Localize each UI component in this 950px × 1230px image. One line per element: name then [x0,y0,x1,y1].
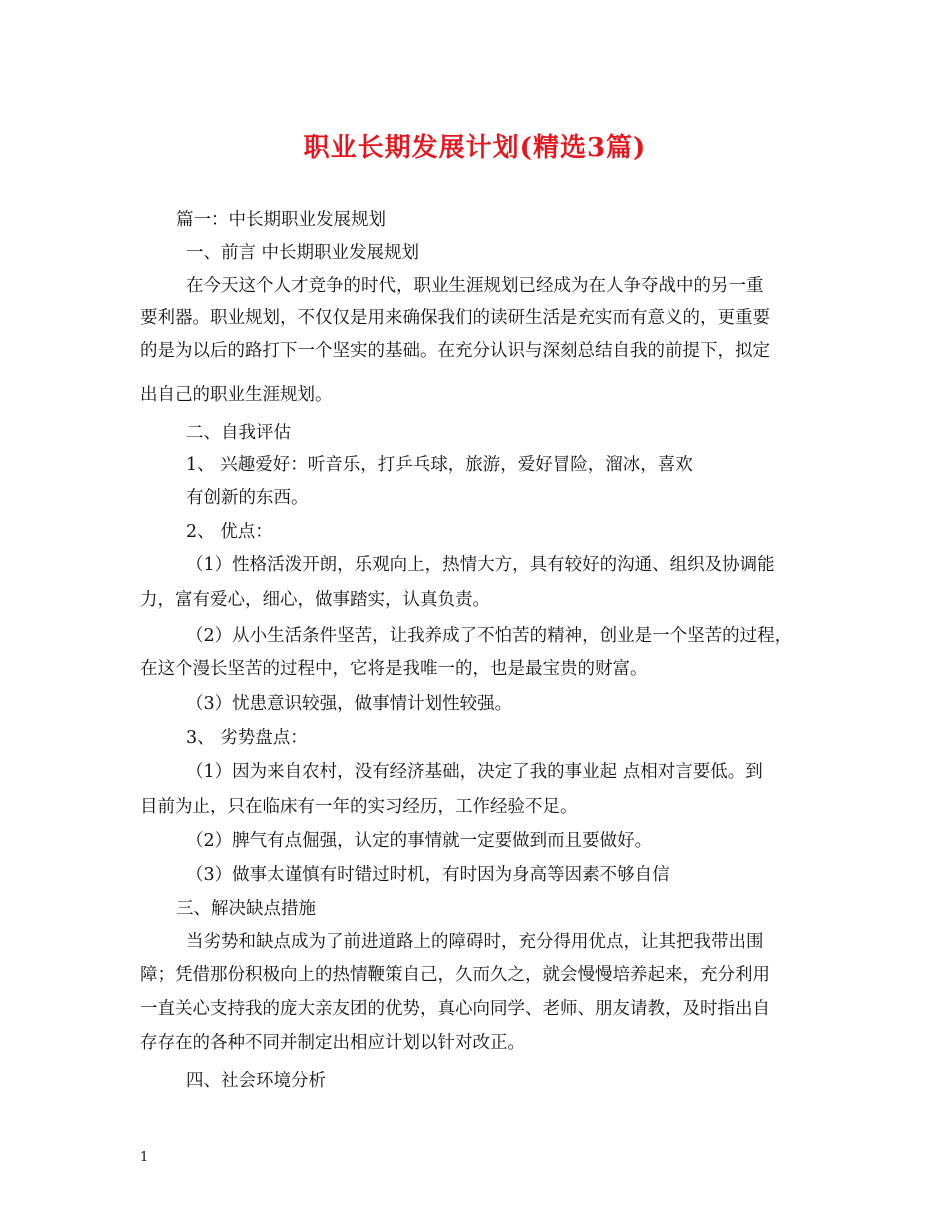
subsection-heading: 四、社会环境分析 [186,1071,326,1091]
paragraph-line: 障；凭借那份积极向上的热情鞭策自己，久而久之，就会慢慢培养起来，充分利用 [140,965,770,985]
paragraph-line: （3）忧患意识较强，做事情计划性较强。 [186,694,513,714]
paragraph-line: （3）做事太谨慎有时错过时机，有时因为身高等因素不够自信 [186,865,670,885]
paragraph-line: 要利器。职业规划，不仅仅是用来确保我们的读研生活是充实而有意义的，更重要 [140,308,770,328]
paragraph-line: （1）性格活泼开朗，乐观向上，热情大方，具有较好的沟通、组织及协调能 [186,555,775,575]
subsection-heading: 三、解决缺点措施 [176,899,316,919]
paragraph-line: （1）因为来自农村，没有经济基础，决定了我的事业起 点相对言要低。到 [186,762,763,782]
paragraph-line: 目前为止，只在临床有一年的实习经历，工作经验不足。 [140,797,578,817]
list-item: 3、 劣势盘点： [186,728,308,748]
paragraph-line: （2）从小生活条件坚苦，让我养成了不怕苦的精神，创业是一个坚苦的过程， [186,626,793,646]
list-item: 2、 优点： [186,522,273,542]
paragraph-line: 的是为以后的路打下一个坚实的基础。在充分认识与深刻总结自我的前提下，拟定 [140,341,770,361]
paragraph-line: 在今天这个人才竞争的时代，职业生涯规划已经成为在人争夺战中的另一重 [186,276,764,296]
list-item-continuation: 有创新的东西。 [186,488,309,508]
paragraph-line: （2）脾气有点倔强，认定的事情就一定要做到而且要做好。 [186,831,653,851]
paragraph-line: 力，富有爱心，细心，做事踏实，认真负责。 [140,590,490,610]
document-title: 职业长期发展计划(精选3篇) [303,133,647,163]
page-number: 1 [140,1150,149,1165]
paragraph-line: 当劣势和缺点成为了前进道路上的障碍时，充分得用优点，让其把我带出围 [186,932,764,952]
list-item: 1、 兴趣爱好：听音乐，打乒乓球，旅游，爱好冒险，溜冰，喜欢 [186,455,693,475]
subsection-heading: 二、自我评估 [186,423,291,443]
paragraph-line: 出自己的职业生涯规划。 [140,385,333,405]
paragraph-line: 在这个漫长坚苦的过程中，它将是我唯一的，也是最宝贵的财富。 [140,659,648,679]
paragraph-line: 存存在的各种不同并制定出相应计划以针对改正。 [140,1033,525,1053]
subsection-heading: 一、前言 中长期职业发展规划 [186,243,420,263]
paragraph-line: 一直关心支持我的庞大亲友团的优势，真心向同学、老师、朋友请教，及时指出自 [140,999,770,1019]
section-heading: 篇一：中长期职业发展规划 [176,210,386,230]
